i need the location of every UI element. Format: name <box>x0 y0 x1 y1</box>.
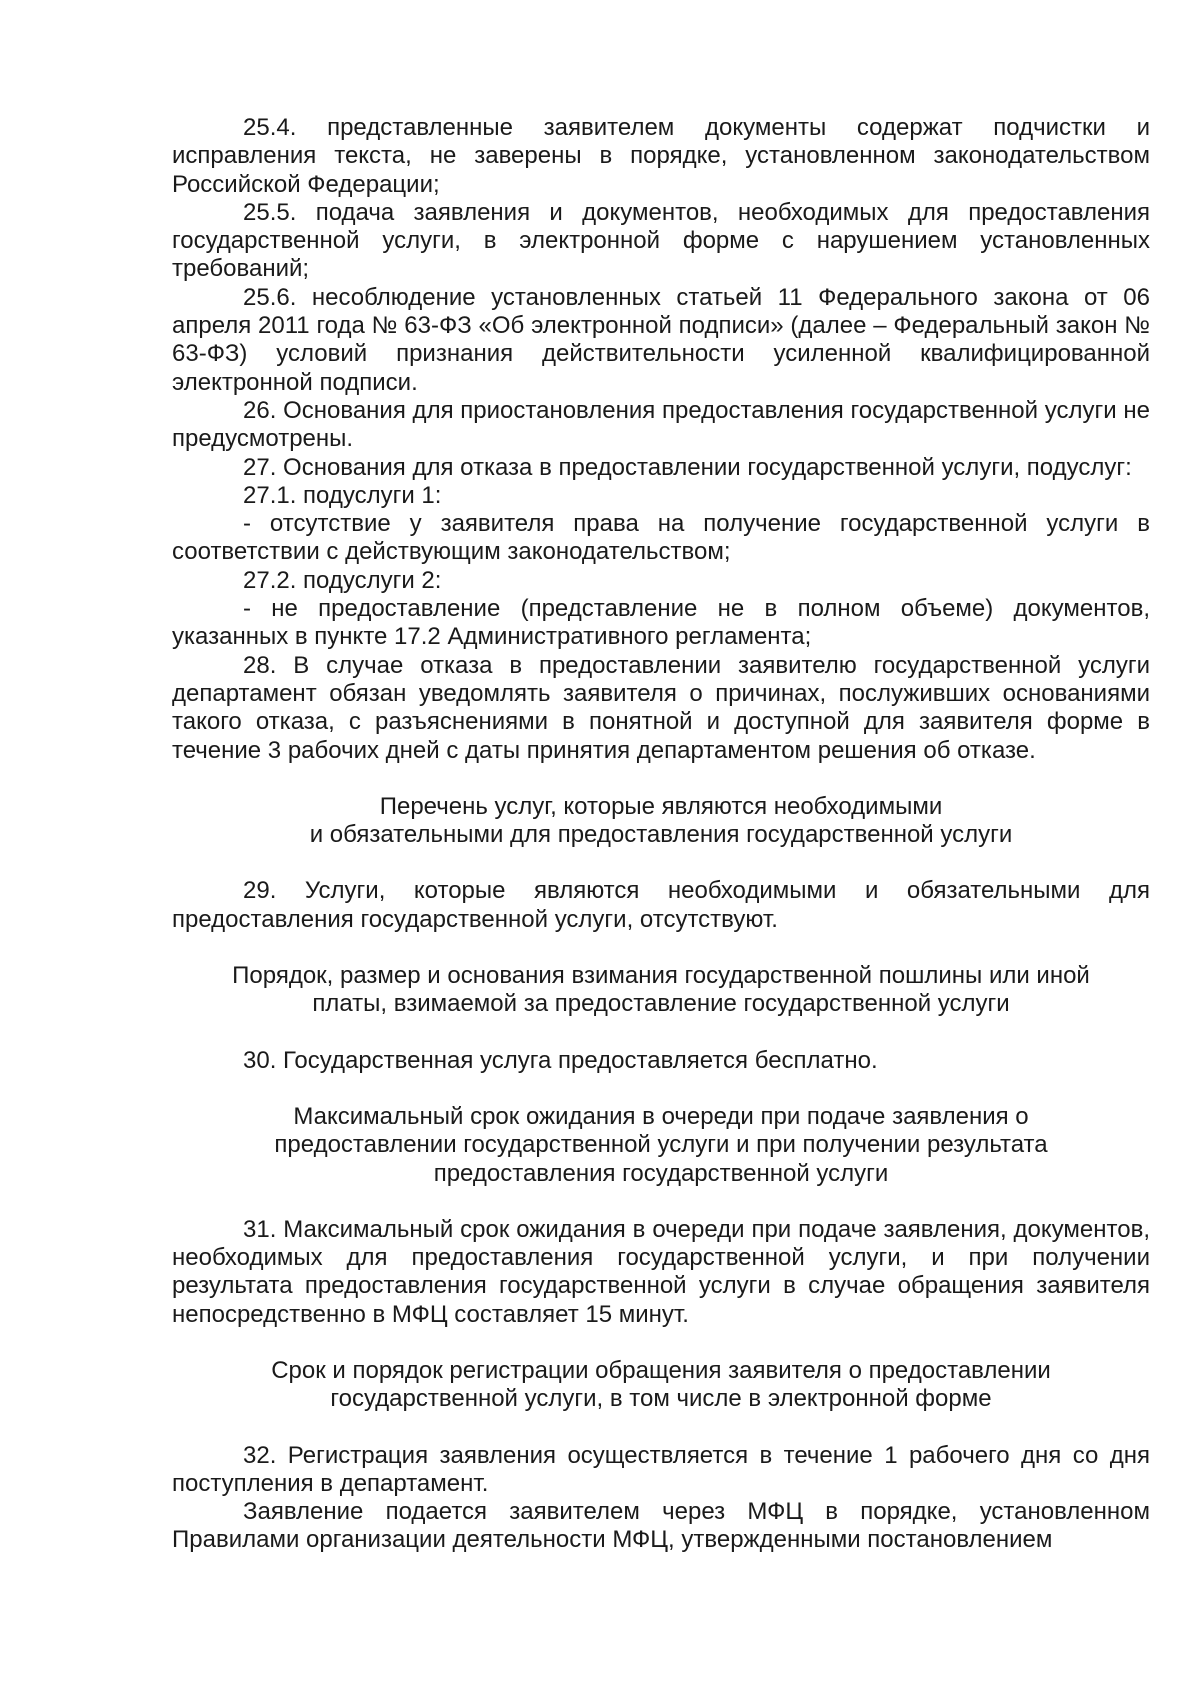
paragraph-31: 31. Максимальный срок ожидания в очереди при подаче заявления, документов, необходимых для предоставления государственной услуги, и при получении результата предоставления государственной услуги в случае обращения заявителя непосредственно в МФЦ составляет 15 минут. <box>172 1215 1150 1328</box>
section-heading-registration-line-1: Срок и порядок регистрации обращения заявителя о предоставлении <box>271 1356 1051 1384</box>
section-heading-fees <box>172 962 1150 1019</box>
paragraph-29: 29. Услуги, которые являются необходимыми и обязательными для предоставления государственной услуги, отсутствуют. <box>172 877 1150 933</box>
section-heading-services <box>172 793 1150 850</box>
paragraph-27-1-item: - отсутствие у заявителя права на получение государственной услуги в соответствии с действующим законодательством; <box>172 510 1150 566</box>
paragraph-25-5: 25.5. подача заявления и документов, необходимых для предоставления государственной услуги, в электронной форме с нарушением установленных требований; <box>172 198 1150 283</box>
paragraph-26: 26. Основания для приостановления предоставления государственной услуги не предусмотрены. <box>172 396 1150 453</box>
paragraph-32-continued: Заявление подается заявителем через МФЦ в порядке, установленном Правилами организации деятельности МФЦ, утвержденными постановлением <box>172 1498 1150 1554</box>
paragraph-25-6: 25.6. несоблюдение установленных статьей 11 Федерального закона от 06 апреля 2011 года № 63-ФЗ «Об электронной подписи» (далее – Федеральный закон № 63-ФЗ) условий признания действительности усиленной квалифицированной электронной подписи. <box>172 283 1150 396</box>
paragraph-27: 27. Основания для отказа в предоставлении государственной услуги, подуслуг: <box>243 453 1132 481</box>
section-heading-waiting-time-line-3: предоставления государственной услуги <box>433 1159 889 1187</box>
section-heading-fees-line-2: платы, взимаемой за предоставление государственной услуги <box>312 990 1010 1018</box>
section-heading-waiting-time-line-1: Максимальный срок ожидания в очереди при подаче заявления о <box>293 1102 1029 1130</box>
document-body <box>172 114 1150 1555</box>
section-heading-registration <box>172 1357 1150 1414</box>
section-heading-services-line-1: Перечень услуг, которые являются необходимыми <box>379 792 943 820</box>
section-heading-registration-line-2: государственной услуги, в том числе в электронной форме <box>330 1385 992 1413</box>
section-heading-waiting-time <box>172 1103 1150 1188</box>
section-heading-fees-line-1: Порядок, размер и основания взимания государственной пошлины или иной <box>232 962 1090 990</box>
section-heading-waiting-time-line-2: предоставлении государственной услуги и при получении результата <box>274 1131 1048 1159</box>
paragraph-32: 32. Регистрация заявления осуществляется в течение 1 рабочего дня со дня поступления в департамент. <box>172 1441 1150 1497</box>
section-heading-services-line-2: и обязательными для предоставления государственной услуги <box>309 821 1013 849</box>
paragraph-27-2-item: - не предоставление (представление не в полном объеме) документов, указанных в пункте 17.2 Административного регламента; <box>172 595 1150 651</box>
paragraph-27-1: 27.1. подуслуги 1: <box>243 481 442 509</box>
paragraph-28: 28. В случае отказа в предоставлении заявителю государственной услуги департамент обязан уведомлять заявителя о причинах, послуживших основаниями такого отказа, с разъяснениями в понятной и доступной для заявителя форме в течение 3 рабочих дней с даты принятия департаментом решения об отказе. <box>172 651 1150 764</box>
paragraph-30: 30. Государственная услуга предоставляется бесплатно. <box>243 1046 878 1074</box>
paragraph-27-2: 27.2. подуслуги 2: <box>243 566 442 594</box>
paragraph-25-4: 25.4. представленные заявителем документы содержат подчистки и исправления текста, не заверены в порядке, установленном законодательством Российской Федерации; <box>172 114 1150 198</box>
